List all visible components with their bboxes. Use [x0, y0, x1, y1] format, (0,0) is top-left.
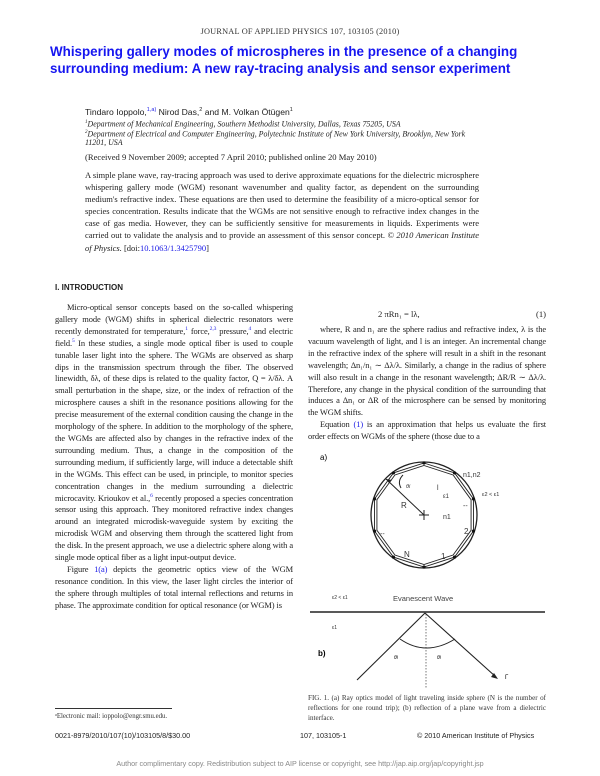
text-run: Micro-optical sensor concepts based on the so-called whispering gallery mode (WGM) shifts in spherical dielectric resonators were recently demonstrated for temperature,: [55, 302, 293, 336]
theta-right-label: θi: [437, 655, 441, 661]
panel-b-label: b): [318, 649, 326, 658]
eps-relation-label-b: ε2 < ε1: [332, 595, 348, 601]
angle-arc: [399, 475, 403, 488]
R-label: R: [401, 501, 407, 510]
aff-sup: 1: [85, 120, 88, 125]
paragraph: [308, 324, 546, 419]
affiliation: [85, 129, 485, 148]
reflection-point: [392, 555, 395, 558]
author-name: Nirod Das,: [156, 107, 200, 117]
reflection-2-label: 2: [464, 527, 469, 536]
reflected-ray: [425, 613, 496, 677]
running-head: JOURNAL OF APPLIED PHYSICS 107, 103105 (2010): [200, 27, 400, 36]
text-run: where, R and n₁ are the sphere radius and refractive index, λ is the vacuum wavelength of light, and l is an integer. An incremental change in the refractive index of the sphere will result in a shift in the resonant wavelength; Δn₁/n₁ ∼ Δλ/λ. Similarly, a change in the radius of sphere will also result in a change in the resonant wavelength; ΔR/R ∼ Δλ/λ. Therefore, any change in the physical condition of the surrounding that induces a Δn₁ or ΔR of the microsphere can be sensed by monitoring the WGM shifts.: [308, 324, 546, 418]
dash-label: --: [380, 531, 385, 538]
cross-reference-link[interactable]: (1): [353, 419, 364, 430]
reference-superscript[interactable]: 4: [248, 326, 252, 332]
reflection-point: [422, 461, 425, 464]
n12-label: n1,n2: [463, 472, 481, 479]
aff-sup: 2: [85, 130, 88, 135]
dash-label: --: [463, 503, 468, 510]
text-run: and electric field.: [55, 325, 293, 348]
section-heading: I. INTRODUCTION: [55, 283, 123, 292]
doi-suffix: ]: [206, 242, 209, 253]
text-run: recently proposed a species concentration sensor using this approach. They monitored refractive index changes around an integrated microdisk-waveguide system by exciting the microdisk WGM and observing them through the scattered light from the disk. In the present approach, we use a dielectric sphere along with a single mode optical fiber as a light input-output device.: [55, 492, 293, 563]
received-dates: (Received 9 November 2009; accepted 7 April 2010; published online 20 May 2010): [85, 152, 377, 162]
paragraph: [55, 302, 293, 564]
footnote-rule: [55, 708, 172, 709]
reflection-point: [472, 497, 475, 500]
reference-superscript[interactable]: 6: [150, 492, 153, 499]
aff-text: Department of Electrical and Computer Engineering, Polytechnic Institute of New York University, Brooklyn, New York 11201, USA: [85, 129, 466, 148]
reflection-point: [373, 497, 376, 500]
figure-caption: FIG. 1. (a) Ray optics model of light traveling inside sphere (N is the number of reflections for one round trip); (b) reflection of a plane wave from a dielectric interface.: [308, 694, 546, 722]
aff-text: Department of Mechanical Engineering, Southern Methodist University, Dallas, Texas 75205, USA: [87, 119, 401, 129]
text-run: depicts the geometric optics view of the WGM resonance condition. In this view, the laser light circles the interior of the sphere through multiples of total internal reflections and returns in phase. The approximate condition for optical resonance (or WGM) is: [55, 563, 293, 610]
eps-relation-label: ε2 < ε1: [482, 492, 500, 498]
author-sup: 1: [289, 107, 293, 114]
text-run: is an approximation that helps us evaluate the first order effects on WGMs of the sphere (those due to a: [308, 419, 546, 442]
N-label: N: [404, 550, 410, 559]
doi-link[interactable]: 10.1063/1.3425790: [140, 242, 207, 253]
reflection-point: [392, 471, 395, 474]
reference-superscript[interactable]: 1: [185, 326, 188, 332]
right-column: [308, 324, 546, 443]
gamma-label: Γ: [505, 675, 509, 681]
reference-superscript[interactable]: 5: [71, 337, 75, 344]
panel-a-label: a): [320, 453, 328, 462]
text-run: In these studies, a single mode optical fiber is used to couple tunable laser light into the sphere. The WGMs are observed as sharp dips in the transmission spectrum through the fiber. The observed linewidth, δλ, of these dips is related to the quality factor, Q = λ/δλ. A small perturbation in the shape, size, or the index of refraction of the microsphere causes a shift in the resonance positions allowing for the precise measurement of the external condition causing the change in the morphology of the sphere. In addition to the morphology of the sphere, the WGMs are affected also by changes in the refractive index of the surrounding medium. Thus, a change in the composition of the surrounding medium, if sufficiently large, will induce a detectable shift in the WGMs. This effect can be used, in principle, to monitor species concentration changes in the medium surrounding a dielectric microcavity. Krioukov et al.,: [55, 337, 293, 503]
text-run: pressure,: [216, 325, 249, 336]
l-label: l: [437, 485, 439, 492]
equation-text: 2 πRn₁ = lλ,: [378, 309, 420, 319]
figure-1: [300, 440, 590, 695]
author-list: [85, 107, 293, 117]
author-sup: 2: [199, 107, 203, 114]
text-run: force,: [187, 325, 210, 336]
paragraph: [55, 564, 293, 612]
left-column: [55, 302, 293, 612]
reflection-point: [373, 529, 376, 532]
text-run: Equation: [320, 419, 354, 430]
theta-left-label: θi: [394, 655, 398, 661]
eps1-label: ε1: [443, 494, 450, 500]
doi-prefix: [doi:: [121, 242, 141, 253]
article-title: Whispering gallery modes of microspheres in the presence of a changing surrounding medium: A new ray-tracing analysis and sensor experiment: [50, 44, 518, 76]
eps1-label-b: ε1: [332, 625, 338, 631]
equation-number: (1): [535, 309, 546, 319]
footer-copyright: © 2010 American Institute of Physics: [417, 731, 535, 740]
reflection-point: [422, 565, 425, 568]
affiliation: [85, 119, 545, 129]
evanescent-wave-label: Evanescent Wave: [393, 594, 454, 603]
angle-arc: [400, 639, 455, 648]
reference-superscript[interactable]: 2,3: [209, 326, 217, 332]
reflection-point: [453, 471, 456, 474]
n1-label: n1: [443, 514, 451, 521]
issn-code: 0021-8979/2010/107(10)/103105/8/$30.00: [55, 731, 191, 740]
author-name: Tindaro Ioppolo,: [85, 107, 147, 117]
author-sup: 1,a): [146, 107, 157, 114]
reflection-1-label: 1: [441, 552, 446, 561]
abstract-text: A simple plane wave, ray-tracing approach was used to derive approximate equations for the dielectric microsphere whispering gallery mode (WGM) resonant wavenumber and quality factor, as dependent on the surrounding medium's refractive index. These equations are then used to determine the feasibility of a micro-optical sensor for species concentration. Results indicate that the WGMs are not sensitive enough to refractive index changes in the case of gas media. However, they can be sufficiently sensitive for measurements in liquids. Experiments were carried out to validate the analysis and to provide an assessment of this sensor concept.: [85, 170, 479, 241]
footnote: ᵃElectronic mail: ioppolo@engr.smu.edu.: [55, 713, 168, 720]
author-name: and M. Volkan Ötügen: [202, 107, 290, 117]
author-copy-notice: Author complimentary copy. Redistribution subject to AIP license or copyright, see http://jap.aip.org/jap/copyright.jsp: [116, 759, 484, 768]
page-number: 107, 103105-1: [300, 731, 347, 740]
text-run: Figure: [67, 563, 95, 574]
reflection-point: [453, 555, 456, 558]
theta-label: θi: [406, 484, 411, 490]
abstract: [85, 169, 479, 254]
reflection-point: [472, 529, 475, 532]
abstract-copyright: © 2010 American Institute of Physics.: [85, 230, 480, 253]
cross-reference-link[interactable]: 1(a): [94, 563, 108, 574]
